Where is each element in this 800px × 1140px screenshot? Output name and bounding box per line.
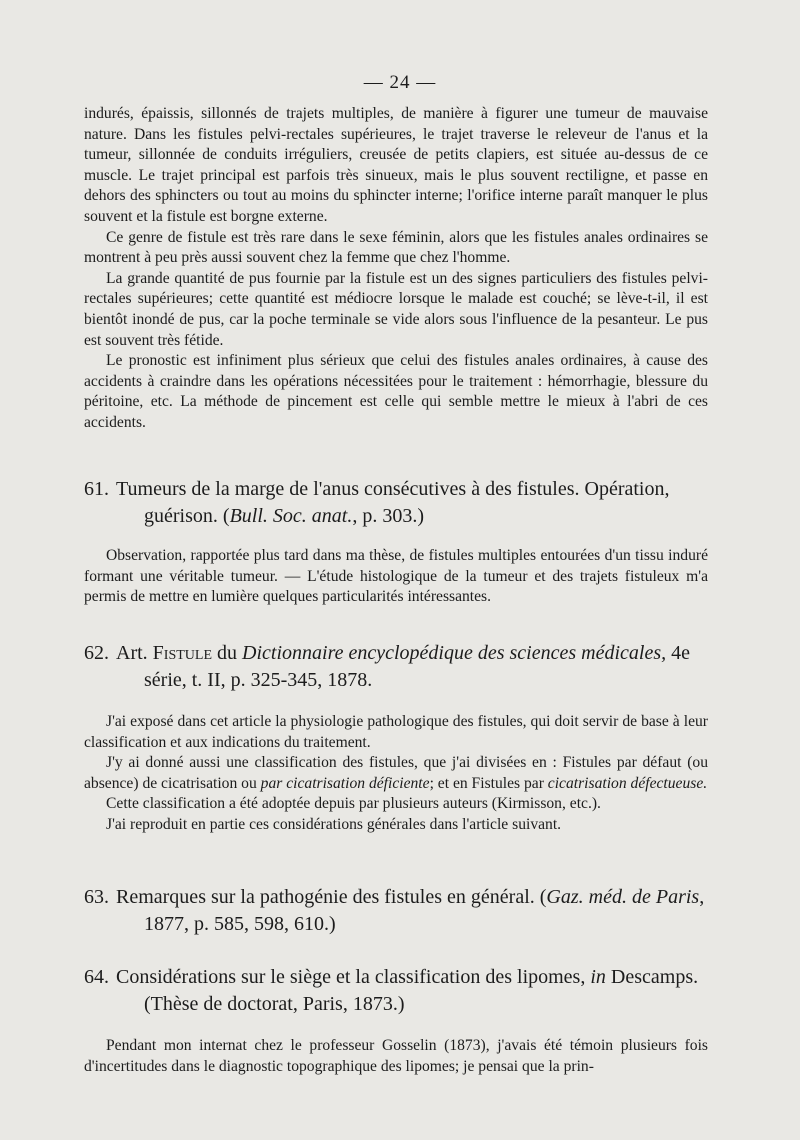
section-heading: 63. Remarques sur la pathogénie des fistules en général. (Gaz. méd. de Paris, 1877, p. 585, 598, 610.): [84, 886, 705, 935]
journal-reference: Bull. Soc. anat.: [229, 505, 353, 527]
section-62: [84, 640, 708, 836]
paragraph: Pendant mon internat chez le professeur Gosselin (1873), j'avais été témoin plusieurs fois d'incertitudes dans le diagnostic topographique des lipomes; je pensai que la prin-: [84, 1037, 708, 1075]
paragraph: Le pronostic est infiniment plus sérieux que celui des fistules anales ordinaires, à cause des accidents à craindre dans les opérations nécessitées pour le traitement : hémorrhagie, blessure du péritoine, etc. La méthode de pincement est celle qui semble mettre le mieux à l'abri de ces accidents.: [84, 352, 708, 431]
section-number: 62.: [84, 642, 109, 664]
paragraph: J'ai exposé dans cet article la physiologie pathologique des fistules, qui doit servir de base à leur classification et aux indications du traitement.: [84, 713, 708, 751]
section-61: [84, 476, 708, 608]
paragraph: Ce genre de fistule est très rare dans le sexe féminin, alors que les fistules anales ordinaires se montrent à peu près aussi souvent chez la femme que chez l'homme.: [84, 228, 708, 267]
paragraph: J'ai reproduit en partie ces considérations générales dans l'article suivant.: [106, 815, 562, 833]
paragraph: indurés, épaissis, sillonnés de trajets multiples, de manière à figurer une tumeur de mauvaise nature. Dans les fistules pelvi-rectales supérieures, le trajet traverse le releveur de l'anus et la tumeur, sillonnée de conduits irréguliers, creusée de petits clapiers, est située au-dessus de ce muscle. Le trajet principal est parfois très sinueux, mais le plus souvent rectiligne, et passe en dehors des sphincters ou tout au moins du sphincter interne; l'orifice interne paraît manquer le plus souvent et la fistule est borgne externe.: [84, 105, 708, 225]
section-number: 61.: [84, 478, 109, 500]
section-number: 63.: [84, 886, 109, 908]
section-heading: 64. Considérations sur le siège et la classification des lipomes, in Descamps. (Thèse de doctorat, Paris, 1873.): [84, 966, 699, 1015]
section-number: 64.: [84, 966, 109, 988]
dictionary-title: Dictionnaire encyclopédique des sciences médicales,: [242, 642, 667, 664]
section-title: Remarques sur la pathogénie des fistules en général.: [116, 886, 535, 908]
paragraph: Cette classification a été adoptée depuis par plusieurs auteurs (Kirmisson, etc.).: [106, 795, 601, 813]
section-heading: 62. Art. Fistule du Dictionnaire encyclopédique des sciences médicales, 4e série, t. II, p. 325-345, 1878.: [84, 642, 691, 691]
paragraph: J'y ai donné aussi une classification des fistules, que j'ai divisées en : Fistules par défaut (ou absence) de cicatrisation ou par cicatrisation déficiente; et en Fistules par cicatrisation défectueuse.: [84, 754, 708, 792]
paragraph: La grande quantité de pus fournie par la fistule est un des signes particuliers des fistules pelvi-rectales supérieures; cette quantité est médiocre lorsque le malade est couché; se lève-t-il, il est bientôt inondé de pus, car la poche terminale se vide alors sous l'influence de la pesanteur. Le pus est souvent très fétide.: [84, 269, 708, 349]
journal-reference: Gaz. méd. de Paris: [546, 886, 700, 908]
intro-text: [84, 104, 708, 434]
paragraph: Observation, rapportée plus tard dans ma thèse, de fistules multiples entourées d'un tissu induré formant une véritable tumeur. — L'étude histologique de la tumeur et des trajets fistuleux m'a permis de mettre en lumière quelques particularités intéressantes.: [84, 547, 708, 606]
section-63: [84, 884, 708, 938]
section-title: Tumeurs de la marge de l'anus consécutives à des fistules. Opération, guérison.: [116, 478, 670, 527]
section-heading: 61. Tumeurs de la marge de l'anus consécutives à des fistules. Opération, guérison. (Bull. Soc. anat., p. 303.): [84, 478, 670, 527]
page-number: — 24 —: [363, 72, 437, 93]
section-64: [84, 964, 708, 1077]
keyword: Fistule: [152, 642, 213, 664]
